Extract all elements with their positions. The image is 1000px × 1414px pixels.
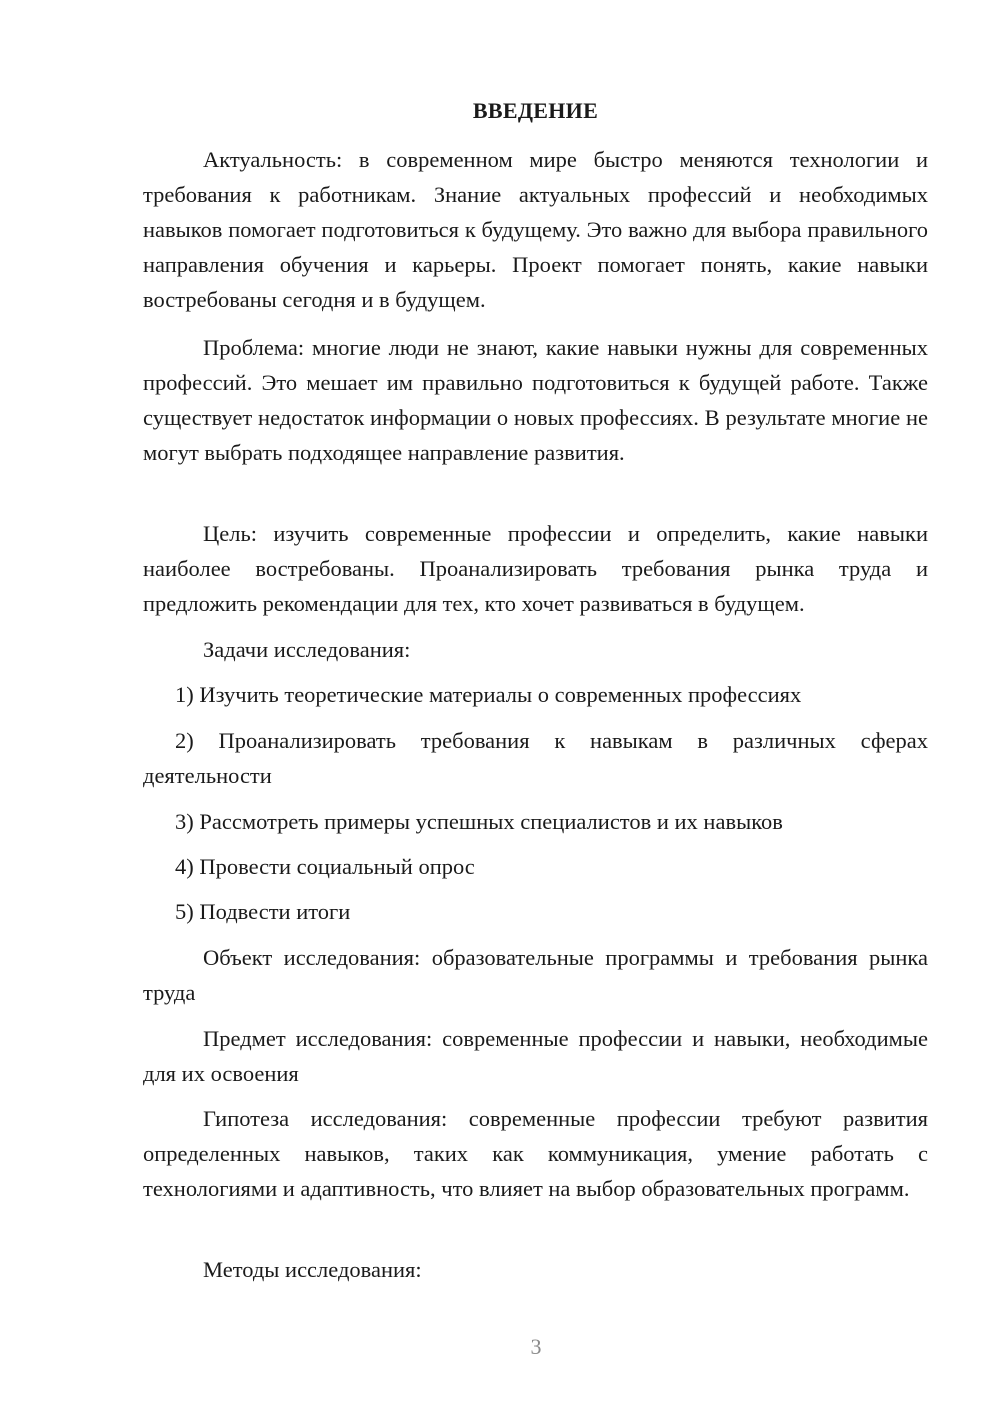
tasks-heading: Задачи исследования: [203, 637, 411, 662]
task-item-4: 4) Провести социальный опрос [175, 854, 475, 879]
paragraph-subject: Предмет исследования: современные профессии и навыки, необходимые для их освоения [143, 1026, 928, 1086]
paragraph-relevance: Актуальность: в современном мире быстро меняются технологии и требования к работникам. Знание актуальных профессий и необходимых навыков помогает подготовиться к будущему. Это важно для выбора правильного направления обучения и карьеры. Проект помогает понять, какие навыки востребованы сегодня и в будущем. [143, 147, 928, 312]
task-item-3: 3) Рассмотреть примеры успешных специалистов и их навыков [175, 809, 783, 834]
task-item-5: 5) Подвести итоги [175, 899, 351, 924]
page-number: 3 [530, 1334, 542, 1359]
methods-heading: Методы исследования: [203, 1257, 422, 1282]
paragraph-hypothesis: Гипотеза исследования: современные профессии требуют развития определенных навыков, таких как коммуникация, умение работать с технологиями и адаптивность, что влияет на выбор образовательных программ. [143, 1106, 928, 1201]
paragraph-goal: Цель: изучить современные профессии и определить, какие навыки наиболее востребованы. Проанализировать требования рынка труда и предложить рекомендации для тех, кто хочет развиваться в будущем. [143, 521, 928, 616]
task-item-1: 1) Изучить теоретические материалы о современных профессиях [175, 682, 802, 707]
paragraph-object: Объект исследования: образовательные программы и требования рынка труда [143, 945, 928, 1005]
paragraph-problem: Проблема: многие люди не знают, какие навыки нужны для современных профессий. Это мешает им правильно подготовиться к будущей работе. Также существует недостаток информации о новых профессиях. В результате многие не могут выбрать подходящее направление развития. [143, 335, 928, 465]
task-item-2: 2) Проанализировать требования к навыкам в различных сферах деятельности [143, 728, 928, 788]
section-title: ВВЕДЕНИЕ [472, 98, 599, 123]
